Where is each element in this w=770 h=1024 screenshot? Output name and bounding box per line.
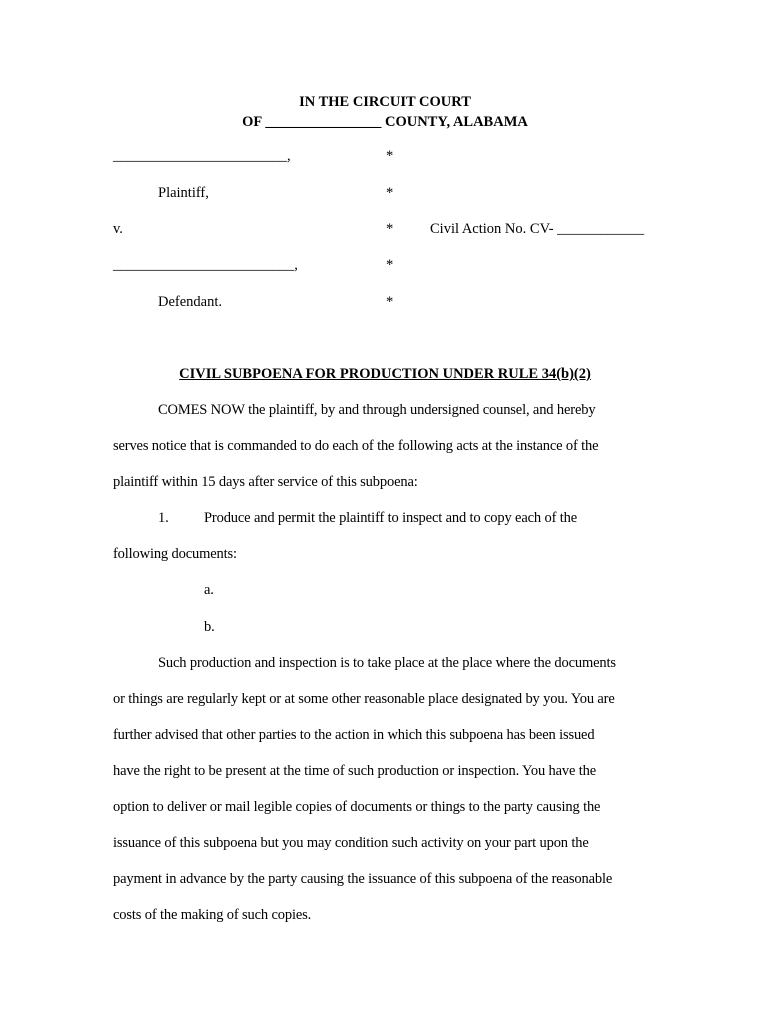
item-text: Produce and permit the plaintiff to inspect and to copy each of the bbox=[204, 510, 578, 526]
paragraph-line: serves notice that is commanded to do each of the following acts at the instance of the bbox=[113, 438, 599, 454]
paragraph-line: further advised that other parties to the action in which this subpoena has been issued bbox=[113, 727, 595, 743]
versus-label: v. bbox=[113, 221, 123, 237]
sub-item-b: b. bbox=[204, 619, 215, 635]
paragraph-line: plaintiff within 15 days after service of this subpoena: bbox=[113, 474, 418, 490]
plaintiff-name-blank: ________________________, bbox=[113, 148, 291, 164]
court-county: OF ________________ COUNTY, ALABAMA bbox=[242, 114, 528, 130]
caption-separator: * bbox=[386, 148, 394, 164]
caption-separator: * bbox=[386, 257, 394, 273]
paragraph-line: option to deliver or mail legible copies of documents or things to the party causing the bbox=[113, 799, 601, 815]
sub-item-a: a. bbox=[204, 582, 214, 598]
paragraph-line: issuance of this subpoena but you may condition such activity on your part upon the bbox=[113, 835, 589, 851]
caption-separator: * bbox=[386, 185, 394, 201]
defendant-label: Defendant. bbox=[158, 294, 223, 310]
paragraph-line: or things are regularly kept or at some other reasonable place designated by you. You are bbox=[113, 691, 615, 707]
paragraph-line: COMES NOW the plaintiff, by and through undersigned counsel, and hereby bbox=[158, 402, 596, 418]
plaintiff-label: Plaintiff, bbox=[158, 185, 209, 201]
court-name: IN THE CIRCUIT COURT bbox=[299, 94, 471, 110]
caption-separator: * bbox=[386, 294, 394, 310]
paragraph-line: payment in advance by the party causing the issuance of this subpoena of the reasonable bbox=[113, 871, 613, 887]
defendant-name-blank: _________________________, bbox=[113, 257, 298, 273]
paragraph-line: have the right to be present at the time of such production or inspection. You have the bbox=[113, 763, 597, 779]
item-number: 1. bbox=[158, 510, 169, 526]
paragraph-line: Such production and inspection is to take place at the place where the documents bbox=[158, 655, 616, 671]
document-title: CIVIL SUBPOENA FOR PRODUCTION UNDER RULE 34(b)(2) bbox=[179, 366, 591, 382]
civil-action-number: Civil Action No. CV- ____________ bbox=[430, 221, 645, 237]
item-text: following documents: bbox=[113, 546, 237, 562]
paragraph-line: costs of the making of such copies. bbox=[113, 907, 312, 923]
caption-separator: * bbox=[386, 221, 394, 237]
